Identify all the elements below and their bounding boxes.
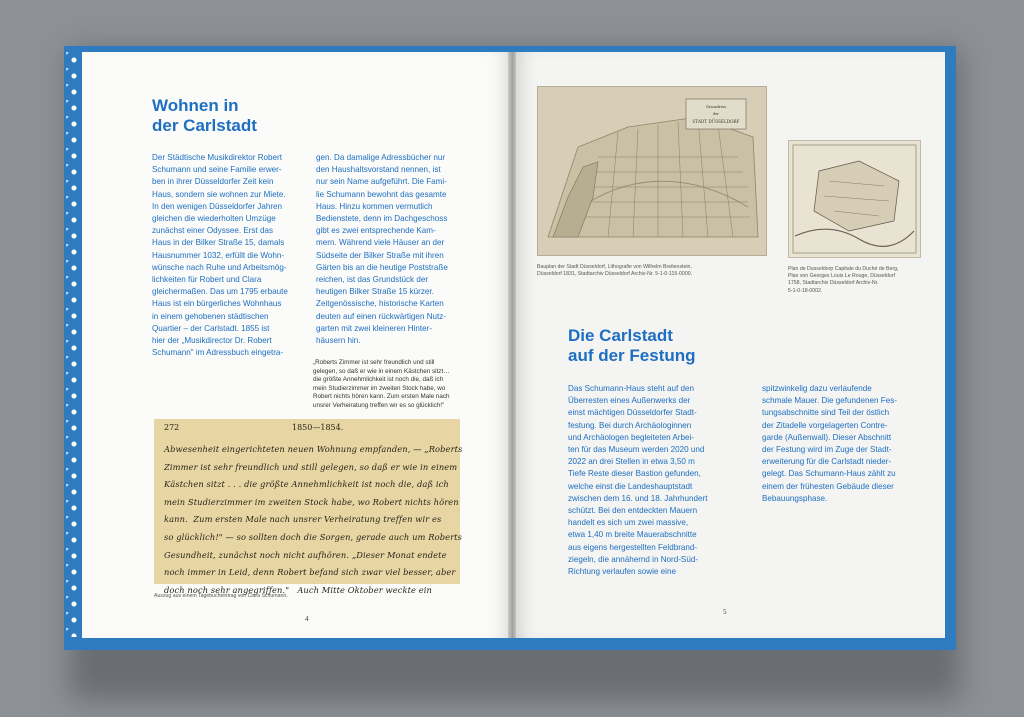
excerpt-text xyxy=(164,441,462,599)
quote-line: unsrer Verheiratung treffen wir es so glücklich!" xyxy=(313,401,445,409)
text-line: 2022 an drei Stellen in etwa 3,50 m xyxy=(568,457,695,467)
right-page-number: 5 xyxy=(723,608,727,616)
text-line: ten für das Museum werden 2020 und xyxy=(568,445,705,455)
quote-line: mein Studierzimmer im zweiten Stock habe, wo xyxy=(313,384,446,392)
text-line: der Festung wird im Zuge der Stadt- xyxy=(762,445,892,455)
book-gutter xyxy=(508,52,516,638)
text-line: Richtung verlaufen sowie eine xyxy=(568,567,676,577)
text-line: spitzwinkelig dazu verlaufende xyxy=(762,384,872,393)
text-line: Bedienstete, denn im Dachgeschoss xyxy=(316,214,448,224)
caption-line: 5-1-0-18-0002. xyxy=(788,287,823,294)
text-line: ben in ihrer Düsseldorfer Zeit kein xyxy=(152,177,274,187)
text-line: Das Schumann-Haus steht auf den xyxy=(568,384,694,393)
text-line: wünsche nach Ruhe und Arbeitsmög- xyxy=(152,262,287,272)
excerpt-line: kann. Zum ersten Male nach unsrer Verheiratung treffen wir es xyxy=(164,514,442,525)
text-line: einst mächtigen Düsseldorfer Stadt- xyxy=(568,408,697,418)
pull-quote xyxy=(313,359,450,411)
text-line: einem der frühesten Gebäude dieser xyxy=(762,481,894,491)
excerpt-page-number: 272 xyxy=(164,423,180,432)
text-line: Der Städtische Musikdirektor Robert xyxy=(152,153,282,162)
text-line: In den wenigen Düsseldorfer Jahren xyxy=(152,201,283,211)
city-map-image xyxy=(537,86,767,256)
text-line: Tiefe Reste dieser Bastion gefunden, xyxy=(568,469,701,479)
left-column-1 xyxy=(152,152,288,359)
city-map-caption xyxy=(537,264,692,278)
text-line: zwischen dem 16. und 18. Jahrhundert xyxy=(568,493,708,503)
map-label-line: STADT DÜSSELDORF xyxy=(692,119,740,124)
excerpt-line: Gesundheit, zunächst noch nicht aufhören. „Dieser Monat endete xyxy=(164,549,447,560)
text-line: den Haushaltsvorstand nennen, ist xyxy=(316,165,441,175)
title-line: der Carlstadt xyxy=(152,116,257,135)
text-line: der Zitadelle vorgelagerten Contre- xyxy=(762,420,888,430)
fortress-map-caption xyxy=(788,266,898,295)
text-line: festung. Bei durch Archäologinnen xyxy=(568,420,692,430)
text-line: gleichermaßen. Das um 1795 erbaute xyxy=(152,287,288,297)
text-line: lie Schumann bewohnt das gesamte xyxy=(316,189,447,199)
city-map-drawing xyxy=(538,87,766,255)
title-line: Wohnen in xyxy=(152,96,239,115)
text-line: aus eigens hergestellten Feldbrand- xyxy=(568,542,698,552)
excerpt-line: Abwesenheit eingerichteten neuen Wohnung empfanden, — „Roberts xyxy=(164,444,463,454)
right-column-1 xyxy=(568,383,707,578)
text-line: tungsabschnitte sind Teil der östlich xyxy=(762,408,890,418)
text-line: zunächst einer Odyssee. Erst das xyxy=(152,226,274,236)
text-line: nur sein Name aufgeführt. Die Fami- xyxy=(316,177,447,187)
map-label-line: Grundriss xyxy=(705,104,727,109)
text-line: lichkeiten für Robert und Clara xyxy=(152,275,262,285)
text-line: deuten auf einen rückwärtigen Nutz- xyxy=(316,311,447,321)
cover-pattern-strip xyxy=(66,52,82,637)
text-line: heutigen Bilker Straße 15 kürzer. xyxy=(316,287,434,297)
text-line: Zeitgenössische, historische Karten xyxy=(316,299,444,309)
text-line: Haus in der Bilker Straße 15, damals xyxy=(152,238,285,248)
excerpt-line: so glücklich!" — so sollten doch die Sorgen, gerade auch um Roberts xyxy=(164,531,462,542)
text-line: gen. Da damalige Adressbücher nur xyxy=(316,153,446,162)
quote-line: gelegen, so daß er wie in einem Kästchen sitzt… xyxy=(313,367,450,375)
text-line: Südseite der Bilker Straße mit ihren xyxy=(316,250,444,260)
text-line: hier der „Musikdirector Dr. Robert xyxy=(152,336,272,346)
fortress-map-drawing xyxy=(789,141,920,257)
text-line: Haus. Hinzu kommen vermutlich xyxy=(316,201,433,211)
text-line: schmale Mauer. Die gefundenen Fes- xyxy=(762,396,897,406)
text-line: erweiterung für die Carlstadt nieder- xyxy=(762,457,892,467)
map-label-line: der xyxy=(713,112,719,116)
caption-line: Bauplan der Stadt Düsseldorf, Lithografie von Wilhelm Breitenstein, xyxy=(537,264,692,270)
excerpt-line: noch immer in Leid, denn Robert befand sich zwar viel besser, aber xyxy=(164,567,456,578)
fortress-map-image xyxy=(788,140,921,258)
text-line: mern. Während viele Häuser an der xyxy=(316,238,445,248)
excerpt-line: Zimmer ist sehr freundlich und still gelegen, so daß er wie in einem xyxy=(164,461,458,472)
text-line: welche einst die Landeshauptstadt xyxy=(568,481,693,491)
text-line: handelt es sich um zwei massive, xyxy=(568,518,689,528)
text-line: und Archäologen begleiteten Arbei- xyxy=(568,432,694,442)
text-line: gibt es zwei entsprechende Kam- xyxy=(316,226,436,236)
excerpt-caption: Auszug aus einem Tagebucheintrag von Clara Schumann. xyxy=(154,593,288,599)
excerpt-line: mein Studierzimmer im zweiten Stock habe, wo Robert nichts hören xyxy=(164,496,459,507)
text-line: Haus, sondern sie wohnen zur Miete. xyxy=(152,189,286,199)
text-line: Überresten eines Außenwerks der xyxy=(568,396,691,406)
caption-line: 1758, Stadtarchiv Düsseldorf Archiv-Nr. xyxy=(788,280,879,287)
quote-line: Robert nichts hören kann. Zum ersten Male nach xyxy=(313,393,450,401)
text-line: garten mit zwei kleineren Hinter- xyxy=(316,323,433,333)
text-line: ziegeln, die annähernd in Nord-Süd- xyxy=(568,554,699,564)
text-line: Bebauungsphase. xyxy=(762,493,828,503)
right-page-title xyxy=(568,326,696,366)
text-line: häusern hin. xyxy=(316,336,361,346)
excerpt-line: Kästchen sitzt . . . die größte Annehmlichkeit ist noch die, daß ich xyxy=(164,479,449,490)
text-line: gelegt. Das Schumann-Haus zählt zu xyxy=(762,469,896,479)
text-line: etwa 1,40 m breite Mauerabschnitte xyxy=(568,530,697,540)
text-line: schützt. Bei den entdeckten Mauern xyxy=(568,506,698,516)
text-line: Gärten bis an die heutige Poststraße xyxy=(316,262,448,272)
text-line: in einem gehobenen städtischen xyxy=(152,311,269,321)
text-line: Schumann" im Adressbuch eingetra- xyxy=(152,348,284,358)
text-line: Quartier – der Carlstadt. 1855 ist xyxy=(152,323,270,333)
left-page-title xyxy=(152,96,257,136)
text-line: Haus ist ein bürgerliches Wohnhaus xyxy=(152,299,282,309)
title-line: auf der Festung xyxy=(568,346,696,365)
quote-line: „Roberts Zimmer ist sehr freundlich und still xyxy=(313,359,435,366)
caption-line: Plan von Georges Louis Le Rouge, Düsseldorf xyxy=(788,273,895,280)
text-line: Hausnummer 1032, erfüllt die Wohn- xyxy=(152,250,285,260)
text-line: Schumann und seine Familie erwer- xyxy=(152,165,282,175)
quote-line: die größte Annehmlichkeit ist noch die, daß ich xyxy=(313,376,444,384)
caption-line: Düsseldorf 1831, Stadtarchiv Düsseldorf Archiv-Nr. 5-1-0-115-0000. xyxy=(537,271,693,278)
left-column-2 xyxy=(316,152,448,347)
right-column-2 xyxy=(762,383,897,505)
left-page-number: 4 xyxy=(305,615,309,623)
text-line: gleichen die wiederholten Umzüge xyxy=(152,214,276,224)
text-line: garde (Außenwall). Dieser Abschnitt xyxy=(762,432,892,442)
caption-line: Plan de Dusseldorp Capitale du Duché de Berg, xyxy=(788,266,899,272)
excerpt-years: 1850—1854. xyxy=(292,423,344,432)
text-line: reichen, ist das Grundstück der xyxy=(316,275,429,285)
diary-excerpt-image xyxy=(154,419,463,595)
title-line: Die Carlstadt xyxy=(568,326,673,345)
excerpt-line: doch noch sehr angegriffen." Auch Mitte Oktober weckte ein xyxy=(164,584,433,595)
